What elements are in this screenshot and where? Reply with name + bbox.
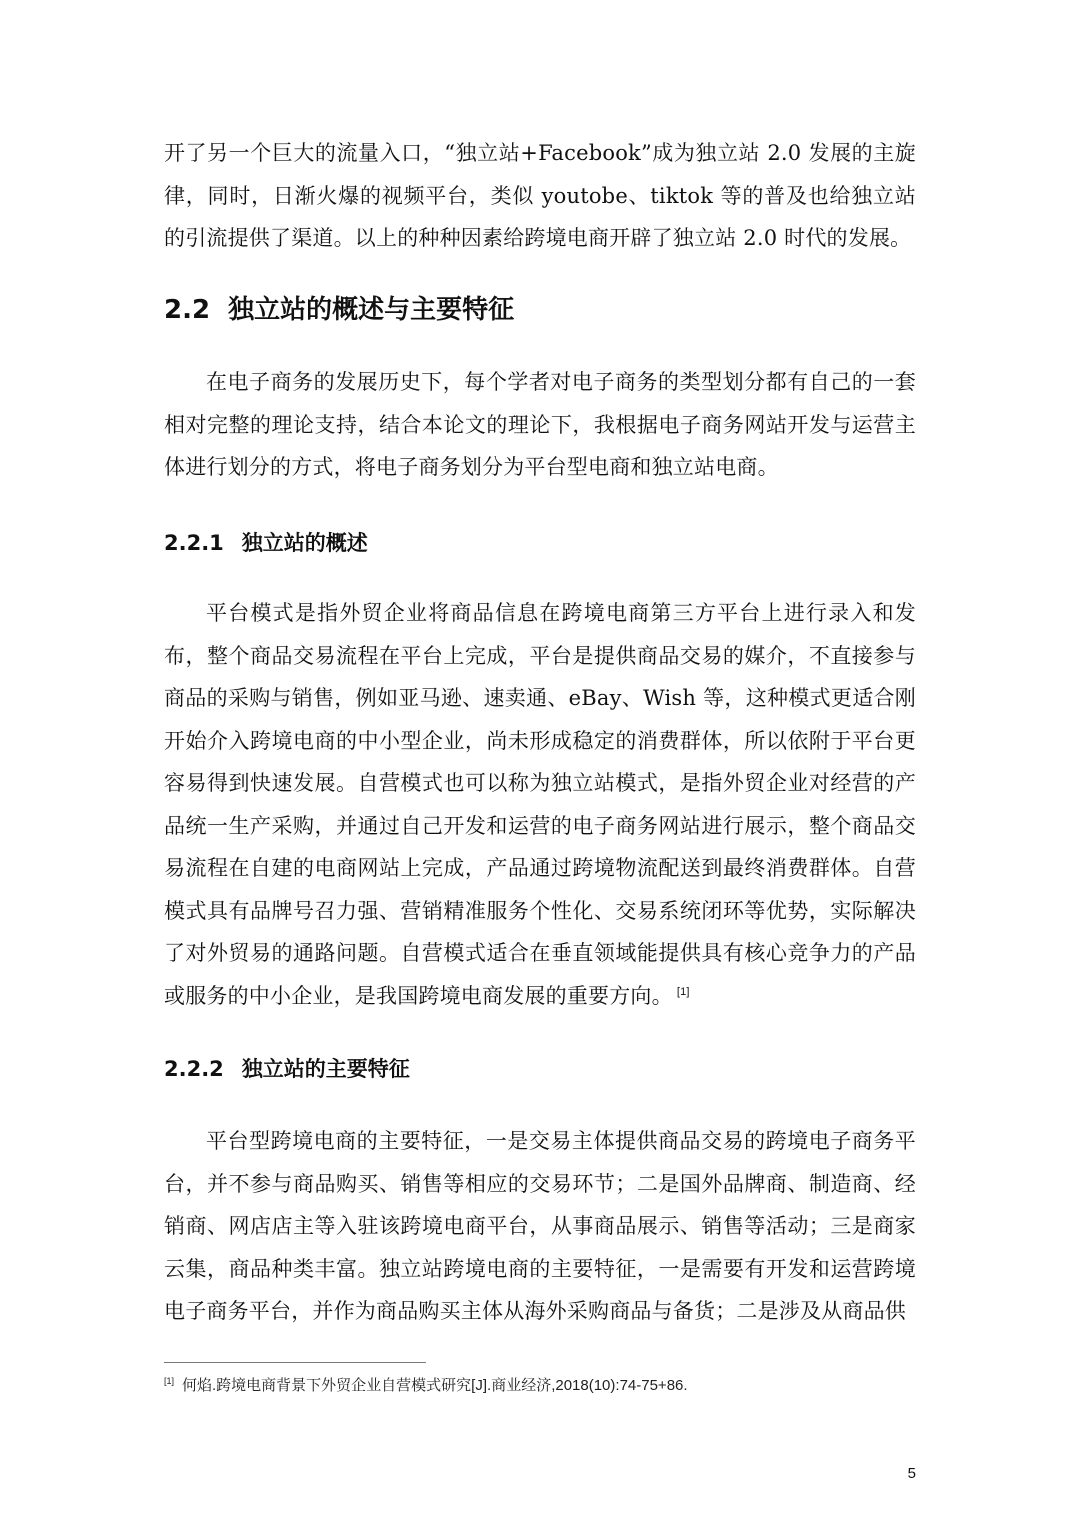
section-title: 独立站的概述与主要特征 [228, 295, 515, 325]
footnote-separator [164, 1362, 426, 1363]
page-number: 5 [907, 1465, 916, 1482]
subsection-2-2-1-paragraph [164, 592, 916, 1017]
paragraph-text: 平台模式是指外贸企业将商品信息在跨境电商第三方平台上进行录入和发布，整个商品交易流程在平台上完成，平台是提供商品交易的媒介，不直接参与商品的采购与销售，例如亚马逊、速卖通、eBay、Wish 等，这种模式更适合刚开始介入跨境电商的中小型企业，尚未形成稳定的消费群体，所以依附于平台更容易得到快速发展。自营模式也可以称为独立站模式，是指外贸企业对经营的产品统一生产采购，并通过自己开发和运营的电子商务网站进行展示，整个商品交易流程在自建的电商网站上完成，产品通过跨境物流配送到最终消费群体。自营模式具有品牌号召力强、营销精准服务个性化、交易系统闭环等优势，实际解决了对外贸易的通路问题。自营模式适合在垂直领域能提供具有核心竞争力的产品或服务的中小企业，是我国跨境电商发展的重要方向。 [164, 601, 916, 1008]
section-2-2-heading [164, 293, 916, 327]
section-number: 2.2 [164, 295, 211, 325]
subsection-2-2-2-body [164, 1120, 916, 1333]
section-2-2-paragraph: 在电子商务的发展历史下，每个学者对电子商务的类型划分都有自己的一套相对完整的理论支持，结合本论文的理论下，我根据电子商务网站开发与运营主体进行划分的方式，将电子商务划分为平台型电商和独立站电商。 [164, 370, 916, 479]
section-2-2-body [164, 361, 916, 489]
subsection-2-2-2-paragraph: 平台型跨境电商的主要特征，一是交易主体提供商品交易的跨境电子商务平台，并不参与商品购买、销售等相应的交易环节；二是国外品牌商、制造商、经销商、网店店主等入驻该跨境电商平台，从事商品展示、销售等活动；三是商家云集，商品种类丰富。独立站跨境电商的主要特征，一是需要有开发和运营跨境电子商务平台，并作为商品购买主体从海外采购商品与备货；二是涉及从商品供 [164, 1129, 916, 1323]
subsection-title: 独立站的主要特征 [241, 1057, 410, 1081]
subsection-2-2-1-body [164, 592, 916, 1017]
subsection-number: 2.2.2 [164, 1057, 224, 1081]
continuation-block [164, 132, 916, 260]
subsection-heading [164, 528, 916, 558]
subsection-title: 独立站的概述 [241, 531, 368, 555]
subsection-2-2-1-heading [164, 528, 916, 558]
subsection-number: 2.2.1 [164, 531, 224, 555]
footnote-marker: [1] [164, 1376, 175, 1386]
citation-marker[interactable]: [1] [676, 985, 690, 998]
section-heading [164, 293, 916, 327]
subsection-2-2-2-heading [164, 1054, 916, 1084]
footnote-text: 何焰.跨境电商背景下外贸企业自营模式研究[J].商业经济,2018(10):74-75+86. [182, 1377, 688, 1394]
subsection-heading [164, 1054, 916, 1084]
footnote [164, 1376, 916, 1396]
continuation-paragraph: 开了另一个巨大的流量入口，“独立站+Facebook”成为独立站 2.0 发展的主旋律，同时，日渐火爆的视频平台，类似 youtobe、tiktok 等的普及也给独立站的引流提供了渠道。以上的种种因素给跨境电商开辟了独立站 2.0 时代的发展。 [164, 141, 916, 250]
